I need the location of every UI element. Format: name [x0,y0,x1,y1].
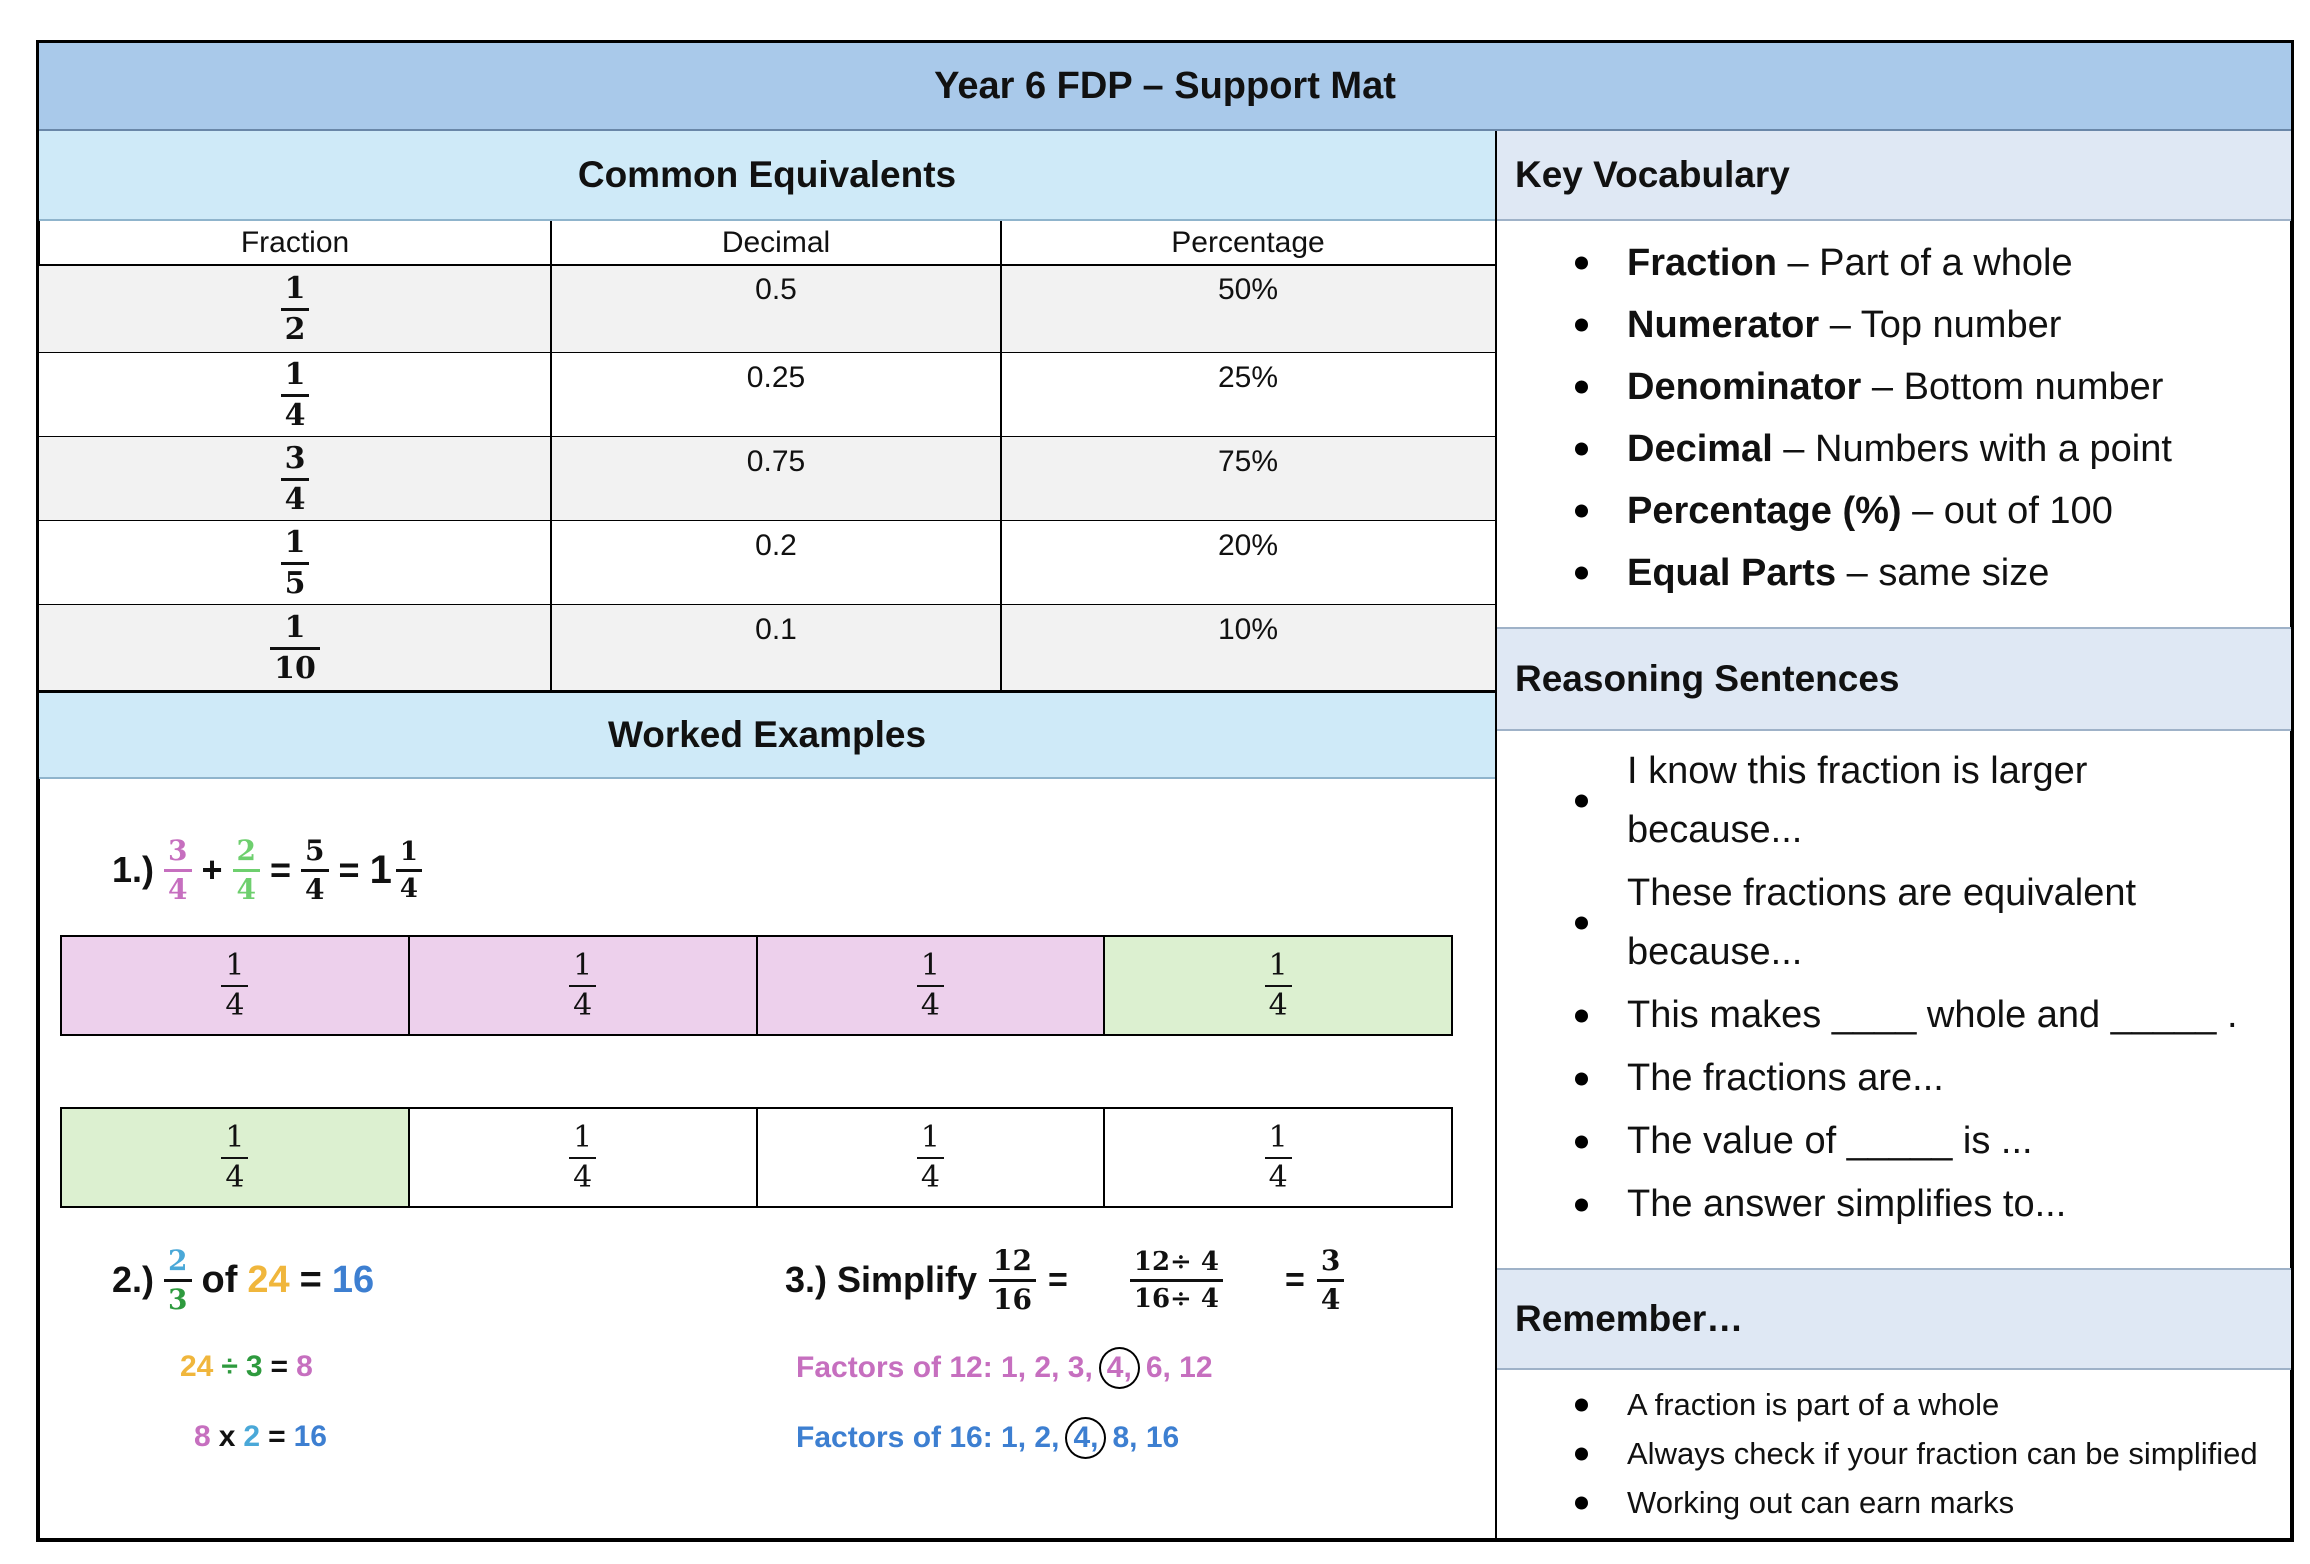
quarter-label [569,947,596,1023]
numerator: 1 [284,524,306,560]
reasoning-sentence: This makes ____ whole and _____ . [1627,986,2251,1045]
quarter-label [1265,947,1292,1023]
numerator: 3 [284,440,306,476]
vocab-item [1627,418,2291,480]
fraction-two-quarters [233,833,260,906]
decimal-cell: 0.25 [746,361,806,394]
fraction-three-quarters [164,833,191,906]
percentage-cell: 20% [1217,529,1279,562]
col-header-percentage: Percentage [1171,226,1325,259]
factors-12-list: Factors of 12: 1, 2, 3, [796,1351,1093,1384]
numerator: 1 [284,270,306,306]
numerator: 2 [168,1243,188,1277]
numerator: 12 [993,1243,1033,1277]
numerator: 12÷ 4 [1133,1246,1219,1277]
vocab-heading: Key Vocabulary [1497,131,2291,221]
example-2-equation [112,1240,374,1320]
fraction [281,356,310,433]
table-row [39,521,1495,605]
denominator: 4 [225,1159,245,1195]
denominator: 4 [573,987,593,1023]
whole-number: 24 [247,1258,290,1301]
bar-part [410,937,758,1034]
example-1-equation [112,830,422,910]
decimal-cell: 0.75 [746,445,806,478]
decimal-cell: 0.2 [755,529,797,562]
vocab-term: Numerator [1627,304,1820,346]
table-row [39,437,1495,521]
quarter-label [1265,1119,1292,1195]
remember-item: Working out can earn marks [1627,1478,2291,1527]
fraction [281,440,310,517]
vocab-term: Percentage (%) [1627,490,1902,532]
example-3-equation [785,1240,1344,1320]
result: 16 [331,1258,375,1301]
vocab-term: Decimal [1627,428,1773,470]
common-factor-circled: 4, [1099,1347,1140,1389]
denominator: 4 [305,872,325,906]
fraction-cell [39,437,551,521]
example-2-step-1 [180,1350,313,1384]
denominator: 4 [1320,1282,1341,1316]
percentage-cell: 25% [1217,361,1279,394]
reasoning-sentence: These fractions are equivalent because... [1627,864,2251,982]
factors-16-rest: 8, 16 [1112,1421,1180,1454]
example-2-label: 2.) [112,1259,155,1300]
fraction-bar-second-whole [60,1107,1453,1208]
fraction-bar-first-whole [60,935,1453,1036]
vocab-term: Denominator [1627,366,1862,408]
vocab-definition: – Numbers with a point [1772,428,2172,470]
mixed-whole: 1 [369,847,392,892]
col-line [1000,221,1002,691]
denominator: 2 [284,311,306,347]
bar-part [1105,1109,1451,1206]
step-value: 3 [245,1350,263,1383]
example-1-label: 1.) [112,849,155,890]
quarter-label [221,1119,248,1195]
decimal-cell: 0.1 [755,613,797,646]
equivalents-heading: Common Equivalents [39,131,1495,221]
denominator: 4 [225,987,245,1023]
vocab-term: Fraction [1627,242,1777,284]
denominator: 3 [168,1282,188,1316]
divide-sign: ÷ [221,1350,238,1383]
quarter-label [917,1119,944,1195]
factors-12-rest: 6, 12 [1145,1351,1213,1384]
step-value: 2 [243,1420,261,1453]
numerator: 1 [225,1119,245,1155]
factors-of-16 [796,1417,1179,1459]
quarter-label [569,1119,596,1195]
table-row [39,265,1495,353]
remember-item: Always check if your fraction can be simplified [1627,1429,2291,1478]
denominator: 4 [573,1159,593,1195]
example-2-step-2 [194,1420,327,1454]
fraction-two-thirds [164,1243,191,1316]
bar-part [758,937,1106,1034]
denominator: 4 [399,873,418,904]
denominator: 4 [920,1159,940,1195]
vocab-definition: – Part of a whole [1776,242,2073,284]
decimal-cell: 0.5 [755,273,797,306]
vocab-definition: – same size [1836,552,2050,594]
fraction [281,270,310,347]
denominator: 4 [1268,1159,1288,1195]
bar-part [410,1109,758,1206]
simplify-step-fraction [1130,1246,1223,1314]
of-word: of [201,1258,238,1301]
numerator: 1 [399,836,418,867]
vocab-definition: – Top number [1819,304,2062,346]
factors-16-list: Factors of 16: 1, 2, [796,1421,1060,1454]
equals-sign: = [1284,1260,1305,1299]
fraction-cell [39,605,551,691]
plus-sign: + [201,849,223,890]
col-header-decimal: Decimal [721,226,831,259]
table-row [39,605,1495,691]
table-row [39,353,1495,437]
fraction [270,609,320,686]
step-value: 24 [180,1350,214,1383]
numerator: 5 [305,833,325,867]
numerator: 1 [284,609,306,645]
bar-part [62,1109,410,1206]
numerator: 1 [920,947,940,983]
reasoning-sentence: The fractions are... [1627,1049,2251,1108]
numerator: 1 [225,947,245,983]
denominator: 4 [284,397,306,433]
bar-part [1105,937,1451,1034]
equals-sign: = [1048,1260,1068,1299]
denominator: 4 [920,987,940,1023]
step-result: 16 [293,1420,327,1453]
common-factor-circled: 4, [1065,1417,1106,1459]
header-line [39,264,1495,266]
equivalents-table [39,221,1495,691]
fraction-cell [39,353,551,437]
percentage-cell: 75% [1217,445,1279,478]
worked-heading: Worked Examples [39,691,1495,779]
fraction-cell [39,265,551,353]
numerator: 3 [168,833,188,867]
vocab-definition: – Bottom number [1861,366,2164,408]
fraction-twelve-sixteenths [989,1243,1036,1316]
vocab-item [1627,480,2291,542]
vocab-item [1627,356,2291,418]
reasoning-sentence: The answer simplifies to... [1627,1175,2251,1234]
vocab-item [1627,232,2291,294]
equals-sign: = [338,849,360,890]
percentage-cell: 10% [1217,613,1279,646]
equals-sign: = [270,849,292,890]
fraction-three-quarters-result [1317,1243,1344,1316]
fraction-cell [39,521,551,605]
step-value: 8 [194,1420,211,1453]
remember-item: A fraction is part of a whole [1627,1380,2291,1429]
quarter-label [917,947,944,1023]
numerator: 1 [920,1119,940,1155]
remember-list [1497,1380,2291,1530]
vocab-term: Equal Parts [1627,552,1837,594]
denominator: 10 [274,650,316,686]
col-line [550,221,552,691]
numerator: 1 [1268,947,1288,983]
numerator: 3 [1320,1243,1341,1277]
denominator: 16 [993,1282,1033,1316]
denominator: 4 [284,481,306,517]
fraction-one-quarter [396,836,422,904]
fraction [281,524,310,601]
quarter-label [221,947,248,1023]
equals-sign: = [268,1420,286,1453]
bar-part [758,1109,1106,1206]
factors-of-12 [796,1347,1213,1389]
denominator: 4 [1268,987,1288,1023]
vocab-item [1627,542,2291,604]
remember-heading: Remember… [1497,1268,2291,1370]
denominator: 4 [236,872,257,906]
denominator: 16÷ 4 [1133,1283,1219,1314]
step-result: 8 [296,1350,313,1383]
reasoning-sentence: I know this fraction is larger because... [1627,742,2251,860]
page-title: Year 6 FDP – Support Mat [39,43,2291,131]
reasoning-heading: Reasoning Sentences [1497,627,2291,731]
numerator: 1 [573,947,593,983]
denominator: 4 [168,872,188,906]
vocab-list [1497,232,2291,622]
multiply-sign: x [218,1420,236,1453]
denominator: 5 [284,565,306,601]
numerator: 2 [236,833,257,867]
reasoning-sentence: The value of _____ is ... [1627,1112,2251,1171]
percentage-cell: 50% [1217,273,1279,306]
col-header-fraction: Fraction [240,226,350,259]
reasoning-list [1497,742,2291,1262]
equals-sign: = [299,1258,322,1301]
equals-sign: = [270,1350,289,1383]
vocab-definition: – out of 100 [1901,490,2113,532]
vocab-item [1627,294,2291,356]
numerator: 1 [284,356,306,392]
numerator: 1 [573,1119,593,1155]
bar-part [62,937,410,1034]
numerator: 1 [1268,1119,1288,1155]
example-3-label: 3.) Simplify [785,1259,978,1300]
fraction-five-quarters [301,833,328,906]
